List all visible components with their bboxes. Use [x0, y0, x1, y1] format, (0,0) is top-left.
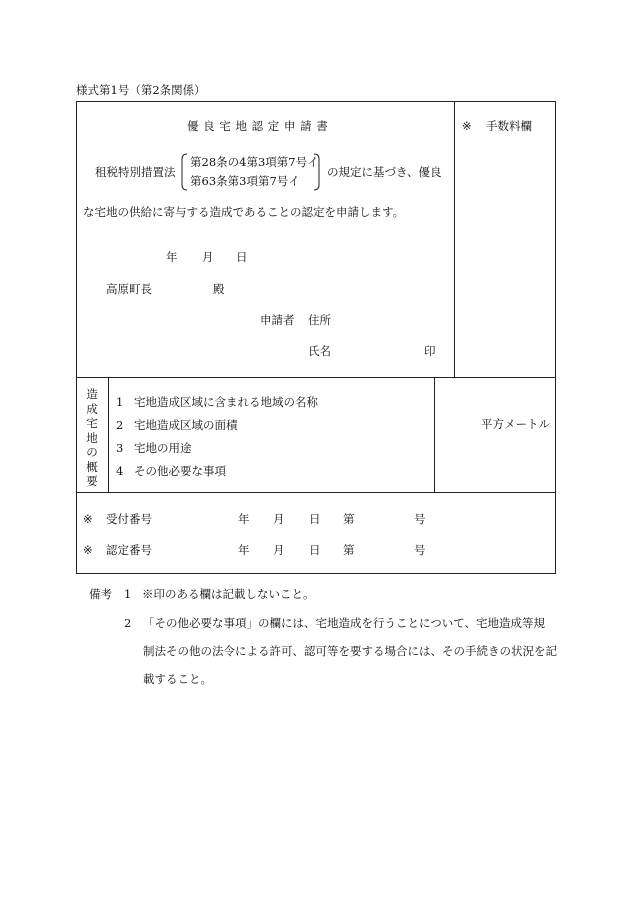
fee-mark: ※ — [462, 119, 472, 133]
seal-label: 印 — [424, 344, 436, 358]
registry-month: 月 — [273, 512, 285, 526]
side-label-char: 地 — [86, 430, 98, 445]
side-label-char: 成 — [86, 401, 98, 416]
overview-item-number: 1 — [116, 395, 124, 409]
overview-item-text: 宅地造成区域の面積 — [134, 418, 238, 432]
overview-item-number: 2 — [116, 418, 124, 432]
registry-mark: ※ — [83, 512, 93, 526]
overview-side-label — [85, 387, 99, 489]
form-number-label: 様式第1号（第2条関係） — [76, 83, 206, 97]
side-label-char: 要 — [86, 474, 98, 488]
side-label-char: 概 — [86, 459, 98, 474]
addressee: 高原町長 — [106, 282, 152, 296]
side-label-char: の — [86, 445, 98, 459]
registry-go: 号 — [414, 512, 426, 526]
overview-item-text: 宅地の用途 — [134, 441, 192, 455]
note-1-text: ※印のある欄は記載しないこと。 — [142, 587, 315, 601]
registry-day: 日 — [309, 543, 321, 557]
note-2-line-3: 載すること。 — [143, 672, 212, 686]
reception-number-label: 受付番号 — [106, 512, 152, 526]
registry-month: 月 — [273, 543, 285, 557]
application-body-line-2: な宅地の供給に寄与する造成であることの認定を申請します。 — [83, 205, 405, 219]
registry-day: 日 — [309, 512, 321, 526]
area-column-divider — [434, 377, 435, 492]
registry-dai: 第 — [343, 543, 355, 557]
side-label-char: 宅 — [86, 416, 98, 430]
table-border-bottom — [76, 573, 556, 574]
note-2-line-2: 制法その他の法令による許可、認可等を要する場合には、その手続きの状況を記 — [143, 644, 557, 658]
notes-heading: 備考 — [89, 587, 112, 601]
registry-year: 年 — [238, 512, 250, 526]
applicant-label: 申請者 — [260, 313, 295, 327]
overview-label-divider — [108, 377, 109, 492]
honorific: 殿 — [213, 282, 225, 296]
overview-item-text: その他必要な事項 — [134, 464, 226, 478]
clause-2: 第63条第3項第7号イ — [190, 174, 300, 188]
registry-mark: ※ — [83, 543, 93, 557]
registry-go: 号 — [414, 543, 426, 557]
name-label: 氏名 — [308, 344, 331, 358]
registry-divider-top — [76, 492, 556, 493]
address-label: 住所 — [308, 313, 331, 327]
left-bracket — [180, 153, 188, 191]
date-month-label: 月 — [202, 250, 214, 264]
side-label-char: 造 — [86, 387, 98, 401]
date-year-label: 年 — [166, 250, 178, 264]
registry-year: 年 — [238, 543, 250, 557]
application-title: 優 良 宅 地 認 定 申 請 書 — [187, 119, 329, 133]
note-2-line-1: 「その他必要な事項」の欄には、宅地造成を行うことについて、宅地造成等規 — [143, 616, 546, 630]
clause-1: 第28条の4第3項第7号イ — [190, 155, 319, 169]
area-unit-label: 平方メートル — [481, 417, 550, 431]
note-2-number: 2 — [124, 616, 132, 630]
law-name: 租税特別措置法 — [95, 165, 176, 179]
fee-column-label: 手数料欄 — [486, 119, 532, 133]
date-day-label: 日 — [236, 250, 248, 264]
table-border-left — [76, 101, 77, 574]
overview-item-number: 4 — [116, 464, 124, 478]
table-border-top — [76, 101, 556, 102]
approval-number-label: 認定番号 — [106, 543, 152, 557]
overview-item-text: 宅地造成区域に含まれる地域の名称 — [134, 395, 318, 409]
table-border-right — [555, 101, 556, 574]
registry-dai: 第 — [343, 512, 355, 526]
fee-column-divider — [454, 101, 455, 378]
overview-item-number: 3 — [116, 441, 124, 455]
note-1-number: 1 — [124, 587, 132, 601]
right-bracket — [313, 153, 321, 191]
overview-divider-top — [76, 377, 556, 378]
after-clause-text: の規定に基づき、優良 — [327, 165, 442, 179]
